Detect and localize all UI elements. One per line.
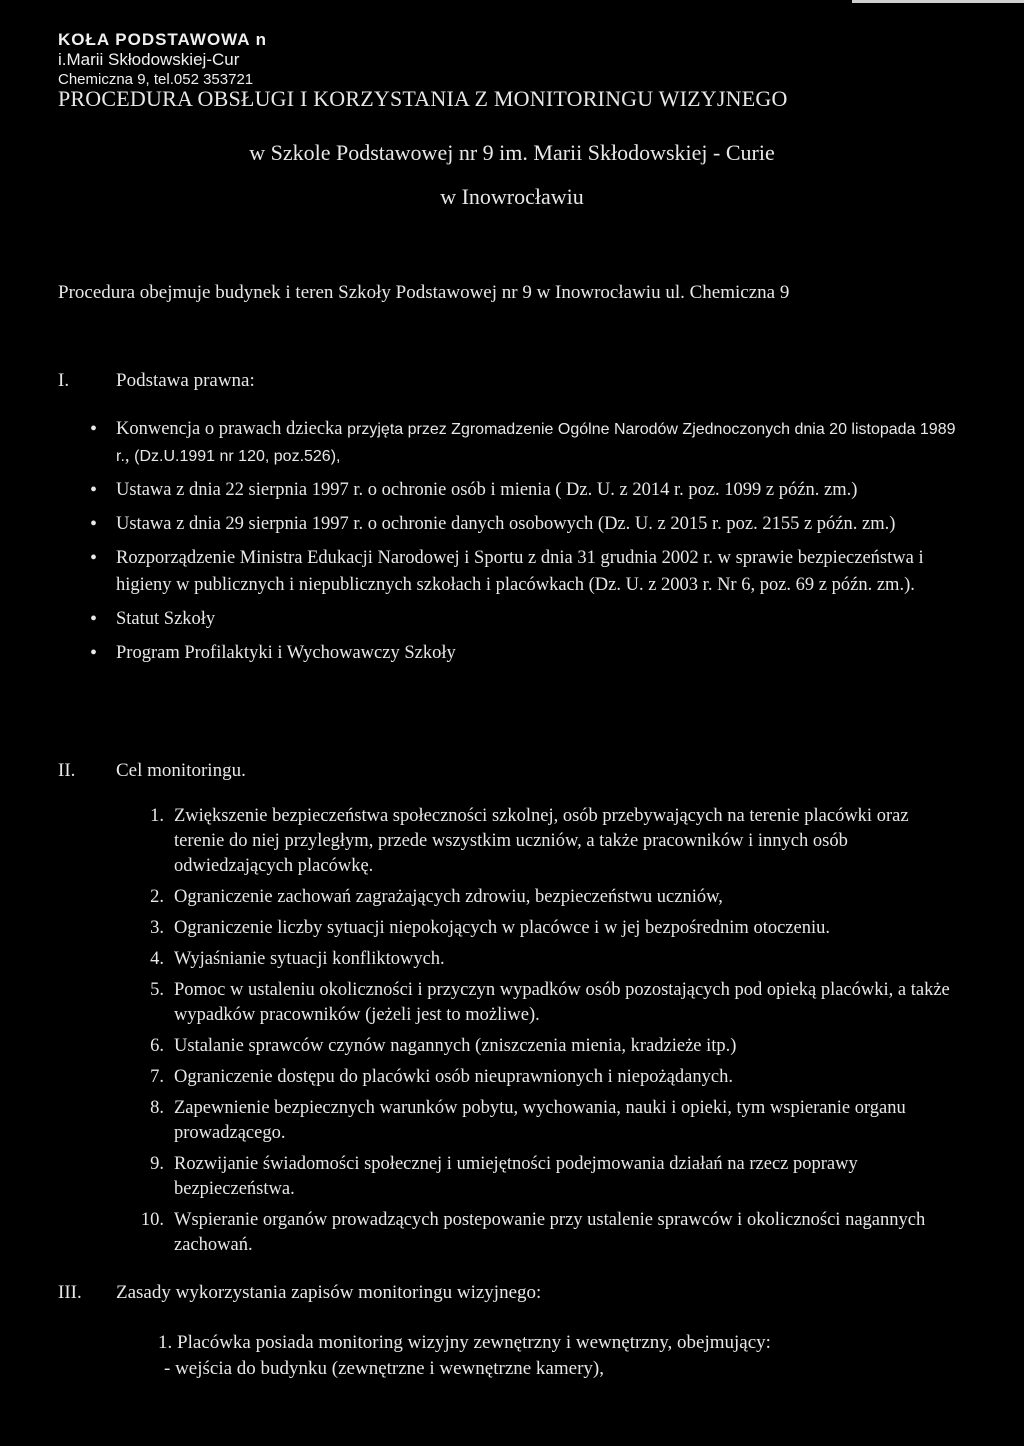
section-3-heading [58, 1282, 958, 1308]
legal-basis-item [90, 640, 970, 667]
document-subtitle-school: w Szkole Podstawowej nr 9 im. Marii Skłodowskiej - Curie [249, 140, 775, 165]
section-3-number: III. [58, 1282, 82, 1303]
goal-text: Zapewnienie bezpiecznych warunków pobytu, wychowania, nauki i opieki, tym wspieranie organu prowadzącego. [174, 1098, 906, 1143]
legal-basis-item [90, 416, 970, 470]
section-1-label: Podstawa prawna: [116, 370, 255, 391]
rule-item: 1. Placówka posiada monitoring wizyjny zewnętrzny i wewnętrzny, obejmujący: [158, 1332, 771, 1353]
goal-number: 4. [150, 949, 164, 969]
legal-basis-item-text: Program Profilaktyki i Wychowawczy Szkoły [116, 643, 456, 663]
rules-list [158, 1330, 771, 1382]
legal-basis-item-text: Ustawa z dnia 29 sierpnia 1997 r. o ochronie danych osobowych (Dz. U. z 2015 r. poz. 2155 z późn. zm.) [116, 514, 896, 534]
goal-item [140, 916, 960, 941]
document-title: PROCEDURA OBSŁUGI I KORZYSTANIA Z MONITORINGU WIZYJNEGO [58, 86, 788, 111]
goal-number: 2. [150, 887, 164, 907]
goal-item [140, 1065, 960, 1090]
goal-text: Pomoc w ustaleniu okoliczności i przyczyn wypadków osób pozostających pod opieką placówki, a także wypadków pracowników (jeżeli jest to możliwe). [174, 980, 950, 1025]
goal-text: Ograniczenie liczby sytuacji niepokojących w placówce i w jej bezpośrednim otoczeniu. [174, 918, 830, 938]
legal-basis-item-text: Statut Szkoły [116, 609, 216, 629]
top-edge-line [852, 0, 1024, 3]
section-2-number: II. [58, 760, 76, 781]
legal-basis-item [90, 606, 970, 633]
legal-basis-item-text: (Dz.U.1991 nr 120, poz.526), [134, 448, 341, 465]
goal-number: 10. [140, 1210, 164, 1230]
goal-text: Ograniczenie dostępu do placówki osób nieuprawnionych i niepożądanych. [174, 1067, 733, 1087]
goal-item [140, 1096, 960, 1146]
goal-item [140, 885, 960, 910]
procedure-scope: Procedura obejmuje budynek i teren Szkoły Podstawowej nr 9 w Inowrocławiu ul. Chemiczna 9 [58, 282, 790, 303]
school-stamp [58, 30, 267, 90]
legal-basis-item-text: Ustawa z dnia 22 sierpnia 1997 r. o ochronie osób i mienia ( Dz. U. z 2014 r. poz. 1099 z późn. zm.) [116, 480, 858, 500]
goal-item [140, 1152, 960, 1202]
goal-item [140, 947, 960, 972]
rule-subitem: - wejścia do budynku (zewnętrzne i wewnętrzne kamery), [164, 1358, 604, 1379]
goal-item [140, 978, 960, 1028]
monitoring-goals-list [140, 804, 960, 1264]
goal-number: 3. [150, 918, 164, 938]
legal-basis-item-text: , [124, 446, 135, 466]
goal-item [140, 1208, 960, 1258]
legal-basis-item [90, 545, 970, 599]
stamp-line-1: KOŁA PODSTAWOWA n [58, 30, 268, 49]
goal-text: Rozwijanie świadomości społecznej i umiejętności podejmowania działań na rzecz poprawy bezpieczeństwa. [174, 1154, 858, 1199]
section-2-label: Cel monitoringu. [116, 760, 246, 781]
legal-basis-item [90, 511, 970, 538]
goal-text: Ustalanie sprawców czynów nagannych (zniszczenia mienia, kradzieże itp.) [174, 1036, 737, 1056]
section-1-heading [58, 370, 958, 396]
goal-number: 8. [150, 1098, 164, 1118]
legal-basis-list [90, 416, 970, 674]
section-3-label: Zasady wykorzystania zapisów monitoringu wizyjnego: [116, 1282, 542, 1303]
section-1-number: I. [58, 370, 70, 391]
goal-item [140, 804, 960, 879]
legal-basis-item-text: przyjęta przez Zgromadzenie Ogólne Narodów Zjednoczonych dnia 20 listopada 1989 r. [116, 421, 956, 465]
goal-number: 1. [150, 806, 164, 826]
legal-basis-item-text: Konwencja o prawach dziecka [116, 419, 348, 439]
stamp-line-3: Chemiczna 9, tel.052 353721 [58, 71, 254, 88]
stamp-line-2: i.Marii Skłodowskiej-Cur [58, 50, 240, 69]
goal-item [140, 1034, 960, 1059]
legal-basis-item [90, 477, 970, 504]
goal-text: Zwiększenie bezpieczeństwa społeczności szkolnej, osób przebywających na terenie placówki oraz terenie do niej przyległym, przede wszystkim uczniów, a także pracowników i innych osób odwiedzających placówkę. [174, 806, 909, 876]
goal-text: Wspieranie organów prowadzących postepowanie przy ustalenie sprawców i okoliczności nagannych zachowań. [174, 1210, 926, 1255]
goal-text: Ograniczenie zachowań zagrażających zdrowiu, bezpieczeństwu uczniów, [174, 887, 723, 907]
goal-number: 9. [150, 1154, 164, 1174]
document-subtitle-city: w Inowrocławiu [440, 184, 584, 209]
goal-text: Wyjaśnianie sytuacji konfliktowych. [174, 949, 445, 969]
goal-number: 5. [150, 980, 164, 1000]
goal-number: 6. [150, 1036, 164, 1056]
legal-basis-item-text: Rozporządzenie Ministra Edukacji Narodowej i Sportu z dnia 31 grudnia 2002 r. w sprawie bezpieczeństwa i higieny w publicznych i niepublicznych szkołach i placówkach (Dz. U. z 2003 r. Nr 6, poz. 69 z późn. zm.). [116, 548, 924, 595]
section-2-heading [58, 760, 958, 786]
goal-number: 7. [150, 1067, 164, 1087]
